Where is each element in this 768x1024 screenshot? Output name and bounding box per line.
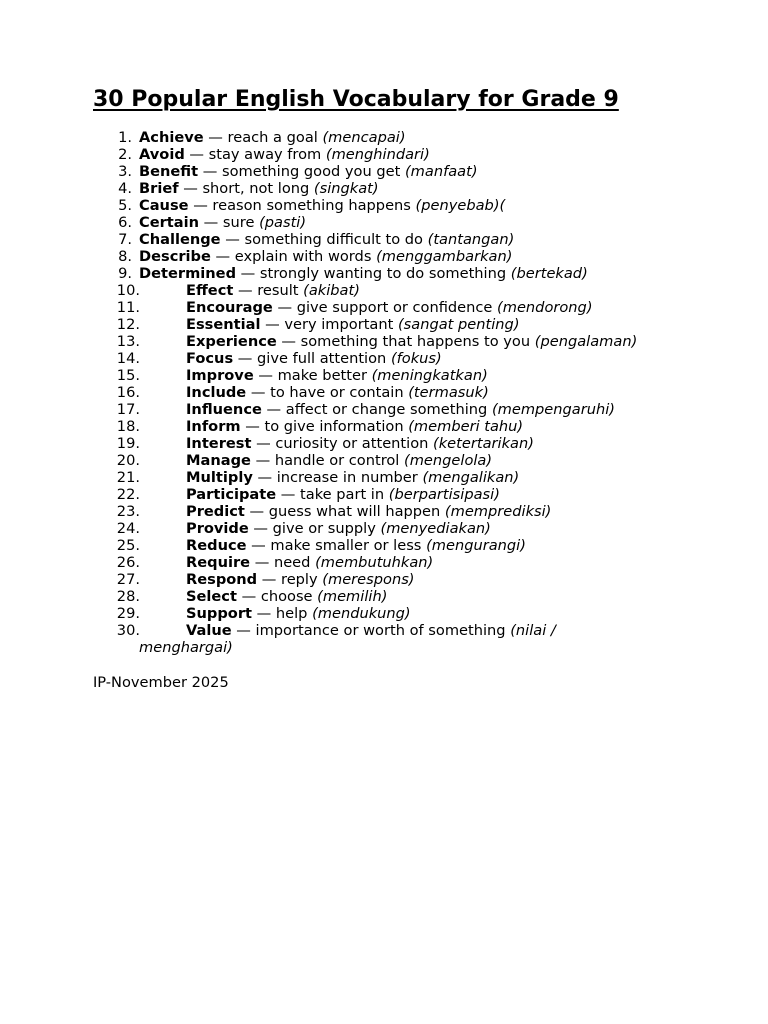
vocab-word: Multiply — [186, 469, 253, 486]
item-number: 23. — [116, 503, 140, 520]
item-number: 21. — [116, 469, 140, 486]
em-dash: — — [249, 503, 265, 520]
item-text — [186, 367, 488, 384]
vocab-meaning: give or supply — [272, 520, 376, 537]
vocab-word: Focus — [186, 350, 234, 367]
item-text — [186, 571, 415, 588]
vocab-word: Predict — [186, 503, 245, 520]
em-dash: — — [237, 350, 253, 367]
item-number: 7. — [118, 231, 132, 248]
item-number: 19. — [116, 435, 140, 452]
item-text — [186, 588, 387, 605]
item-number: 27. — [116, 571, 140, 588]
item-number: 15. — [116, 367, 140, 384]
vocab-meaning: make better — [277, 367, 367, 384]
item-number: 18. — [116, 418, 140, 435]
em-dash: — — [208, 129, 223, 146]
vocab-translation: (akibat) — [303, 282, 360, 299]
vocab-translation: (mendukung) — [312, 605, 411, 622]
item-number: 24. — [116, 520, 140, 537]
item-number: 1. — [118, 129, 132, 146]
em-dash: — — [265, 316, 280, 333]
item-number: 8. — [118, 248, 132, 265]
item-text — [186, 605, 411, 622]
item-text — [186, 452, 492, 469]
item-text — [186, 520, 491, 537]
vocab-meaning: importance or worth of something — [255, 622, 506, 639]
item-text — [139, 197, 505, 214]
vocab-meaning: take part in — [300, 486, 385, 503]
vocab-translation: (mengurangi) — [426, 537, 526, 554]
item-number: 12. — [116, 316, 140, 333]
vocab-word: Achieve — [139, 129, 204, 146]
item-number: 14. — [116, 350, 140, 367]
vocab-meaning: reply — [281, 571, 318, 588]
vocab-word: Brief — [139, 180, 179, 197]
vocab-translation: (memilih) — [317, 588, 388, 605]
vocab-word: Influence — [186, 401, 262, 418]
em-dash: — — [189, 146, 204, 163]
vocab-word: Inform — [186, 418, 241, 435]
vocab-meaning: affect or change something — [285, 401, 488, 418]
item-text — [186, 503, 551, 520]
vocab-meaning: guess what will happen — [268, 503, 441, 520]
vocab-translation: (termasuk) — [408, 384, 489, 401]
vocab-meaning: reason something happens — [212, 197, 411, 214]
vocab-word: Encourage — [186, 299, 273, 316]
vocab-translation: (sangat penting) — [397, 316, 520, 333]
vocab-translation: (mempengaruhi) — [491, 401, 615, 418]
vocab-meaning: to give information — [264, 418, 404, 435]
vocab-translation: (singkat) — [313, 180, 379, 197]
vocab-meaning: handle or control — [274, 452, 400, 469]
vocab-word: Essential — [186, 316, 261, 333]
vocab-translation: (mengelola) — [404, 452, 493, 469]
em-dash: — — [281, 333, 296, 350]
em-dash: — — [256, 605, 272, 622]
vocab-meaning: choose — [260, 588, 313, 605]
vocab-meaning: something good you get — [221, 163, 401, 180]
vocab-translation: (mencapai) — [322, 129, 406, 146]
item-text — [186, 537, 526, 554]
item-number: 17. — [116, 401, 140, 418]
vocab-meaning: reach a goal — [227, 129, 318, 146]
vocab-meaning: sure — [222, 214, 255, 231]
vocab-translation: (bertekad) — [510, 265, 588, 282]
item-text — [139, 146, 430, 163]
vocab-meaning: something that happens to you — [300, 333, 531, 350]
vocab-meaning: short, not long — [202, 180, 310, 197]
vocab-word: Determined — [139, 265, 237, 282]
em-dash: — — [256, 435, 271, 452]
vocab-translation: (mendorong) — [497, 299, 593, 316]
vocab-word: Improve — [186, 367, 254, 384]
em-dash: — — [193, 197, 208, 214]
em-dash: — — [250, 384, 266, 401]
item-text — [186, 469, 519, 486]
item-number: 2. — [118, 146, 132, 163]
item-number: 4. — [118, 180, 132, 197]
vocab-translation: (berpartisipasi) — [388, 486, 500, 503]
em-dash: — — [236, 622, 251, 639]
item-text — [186, 316, 520, 333]
vocab-word: Benefit — [139, 163, 199, 180]
vocab-word: Participate — [186, 486, 277, 503]
em-dash: — — [257, 469, 273, 486]
vocab-meaning: give support or confidence — [296, 299, 493, 316]
vocab-translation: (menghindari) — [325, 146, 430, 163]
vocab-translation: (menggambarkan) — [376, 248, 513, 265]
item-text — [186, 282, 360, 299]
vocab-word: Manage — [186, 452, 251, 469]
vocab-word: Experience — [186, 333, 277, 350]
vocab-word: Avoid — [139, 146, 185, 163]
item-text — [186, 299, 593, 316]
vocab-word: Require — [186, 554, 251, 571]
item-number: 3. — [118, 163, 132, 180]
vocab-translation: (menyediakan) — [380, 520, 491, 537]
item-text — [139, 231, 514, 248]
item-number: 22. — [116, 486, 140, 503]
vocab-word: Provide — [186, 520, 249, 537]
item-text — [139, 180, 379, 197]
em-dash: — — [183, 180, 198, 197]
item-number: 20. — [116, 452, 140, 469]
vocab-translation: (tantangan) — [427, 231, 515, 248]
em-dash: — — [266, 401, 282, 418]
vocab-meaning: give full attention — [257, 350, 387, 367]
footer-note: IP-November 2025 — [93, 674, 229, 691]
item-text — [139, 163, 478, 180]
vocab-word: Select — [186, 588, 237, 605]
item-text — [139, 129, 406, 146]
em-dash: — — [258, 367, 273, 384]
vocab-translation: (fokus) — [390, 350, 442, 367]
vocab-word: Cause — [139, 197, 189, 214]
item-number: 10. — [116, 282, 140, 299]
item-number: 29. — [116, 605, 140, 622]
item-number: 9. — [118, 265, 132, 282]
item-number: 6. — [118, 214, 132, 231]
vocab-meaning: help — [275, 605, 308, 622]
vocab-meaning: to have or contain — [270, 384, 404, 401]
item-number: 5. — [118, 197, 132, 214]
vocab-translation: (memberi tahu) — [408, 418, 524, 435]
vocab-translation-continued: menghargai) — [139, 639, 233, 656]
vocab-meaning: result — [257, 282, 299, 299]
vocab-word: Include — [186, 384, 247, 401]
vocab-translation: (ketertarikan) — [433, 435, 534, 452]
vocab-word: Reduce — [186, 537, 247, 554]
vocab-translation: (manfaat) — [404, 163, 478, 180]
vocab-word: Certain — [139, 214, 200, 231]
vocab-word: Support — [186, 605, 252, 622]
item-text — [186, 622, 556, 639]
vocab-translation: (penyebab)( — [415, 197, 506, 214]
vocab-word: Respond — [186, 571, 258, 588]
vocab-meaning: curiosity or attention — [275, 435, 429, 452]
item-text — [186, 401, 615, 418]
vocab-translation: (nilai / — [510, 622, 556, 639]
vocab-meaning: increase in number — [276, 469, 418, 486]
vocab-meaning: make smaller or less — [270, 537, 422, 554]
vocab-word: Interest — [186, 435, 252, 452]
vocab-translation: (pasti) — [259, 214, 307, 231]
vocab-meaning: need — [273, 554, 311, 571]
em-dash: — — [261, 571, 277, 588]
em-dash: — — [240, 265, 256, 282]
vocab-word: Effect — [186, 282, 234, 299]
em-dash: — — [241, 588, 257, 605]
vocab-meaning: stay away from — [208, 146, 322, 163]
em-dash: — — [245, 418, 260, 435]
em-dash: — — [251, 537, 266, 554]
item-text — [186, 384, 489, 401]
item-number: 13. — [116, 333, 140, 350]
vocab-word: Challenge — [139, 231, 221, 248]
item-number: 25. — [116, 537, 140, 554]
vocab-translation: (pengalaman) — [534, 333, 638, 350]
em-dash: — — [255, 452, 271, 469]
item-number: 11. — [116, 299, 140, 316]
vocab-translation: (memprediksi) — [444, 503, 552, 520]
item-number: 26. — [116, 554, 140, 571]
em-dash: — — [253, 520, 269, 537]
item-text — [186, 333, 637, 350]
em-dash: — — [203, 214, 219, 231]
vocab-translation: (merespons) — [322, 571, 415, 588]
em-dash: — — [202, 163, 218, 180]
em-dash: — — [254, 554, 270, 571]
vocab-meaning: very important — [284, 316, 394, 333]
item-number: 30. — [116, 622, 140, 639]
vocab-word: Value — [186, 622, 232, 639]
em-dash: — — [225, 231, 240, 248]
item-text — [186, 435, 534, 452]
item-text — [186, 418, 523, 435]
em-dash: — — [277, 299, 293, 316]
item-text — [186, 350, 442, 367]
item-text — [139, 265, 588, 282]
vocab-translation: (meningkatkan) — [371, 367, 488, 384]
item-text — [139, 214, 306, 231]
em-dash: — — [280, 486, 296, 503]
vocab-meaning: strongly wanting to do something — [259, 265, 507, 282]
em-dash: — — [237, 282, 253, 299]
em-dash: — — [215, 248, 231, 265]
vocab-word: Describe — [139, 248, 211, 265]
item-text — [186, 554, 433, 571]
item-number: 16. — [116, 384, 140, 401]
vocab-translation: (membutuhkan) — [315, 554, 434, 571]
document-title: 30 Popular English Vocabulary for Grade 9 — [93, 87, 619, 112]
vocab-meaning: something difficult to do — [244, 231, 423, 248]
item-number: 28. — [116, 588, 140, 605]
vocab-meaning: explain with words — [234, 248, 372, 265]
item-text — [139, 248, 512, 265]
item-text — [186, 486, 500, 503]
vocab-translation: (mengalikan) — [422, 469, 520, 486]
